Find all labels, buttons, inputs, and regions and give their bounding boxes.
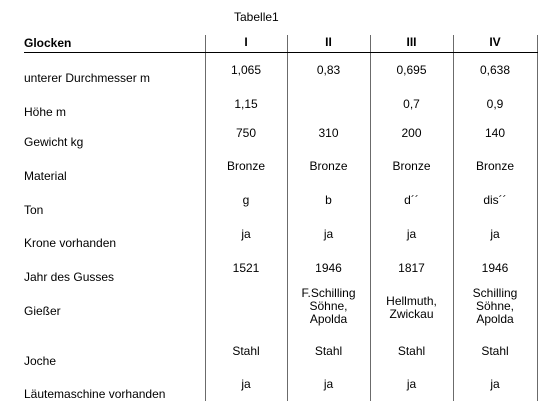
table-cell: 1,15 — [234, 97, 258, 111]
table-cell: 200 — [401, 126, 422, 140]
table-cell: ja — [490, 227, 500, 241]
header-col-3: III — [406, 35, 417, 49]
table-cell: 1946 — [315, 261, 342, 275]
row-label: Material — [24, 169, 67, 183]
table-cell: Stahl — [314, 344, 343, 358]
row-label: Gewicht kg — [24, 135, 84, 149]
row-label: Krone vorhanden — [24, 236, 117, 250]
header-col-2: II — [325, 35, 332, 49]
table-cell: Bronze — [309, 159, 348, 173]
row-label: Höhe m — [24, 105, 67, 119]
row-label: unterer Durchmesser m — [24, 71, 151, 85]
row-label: Ton — [24, 203, 44, 217]
table-cell: ja — [490, 377, 500, 391]
table-cell: Schilling Söhne, Apolda — [472, 286, 518, 326]
table-cell: 1817 — [398, 261, 425, 275]
table-cell: 1521 — [232, 261, 260, 275]
row-label: Gießer — [24, 304, 61, 318]
table-cell: 310 — [318, 126, 339, 140]
table-cell: 140 — [484, 126, 506, 140]
table-cell: Stahl — [397, 344, 426, 358]
bells-table — [0, 30, 547, 410]
table-cell: ja — [241, 377, 251, 391]
table-cell: d´´ — [404, 193, 419, 207]
table-cell: Bronze — [226, 159, 266, 173]
table-cell: ja — [323, 377, 334, 391]
table-cell: ja — [323, 227, 334, 241]
table-cell: g — [242, 193, 250, 207]
table-cell: 0,638 — [479, 63, 511, 77]
table-cell: Stahl — [481, 344, 509, 358]
table-cell: 0,83 — [316, 63, 341, 77]
table-cell: ja — [406, 227, 417, 241]
column-divider — [537, 35, 538, 401]
header-col-4: IV — [489, 35, 501, 49]
table-cell: b — [325, 193, 332, 207]
table-cell: 750 — [235, 126, 257, 140]
table-cell: Stahl — [232, 344, 260, 358]
table-cell: Hellmuth, Zwickau — [386, 294, 437, 321]
header-rule — [24, 52, 538, 53]
table-cell: dis´´ — [483, 193, 507, 207]
table-cell: ja — [406, 377, 417, 391]
table-cell: Bronze — [475, 159, 515, 173]
table-cell: ja — [241, 227, 251, 241]
table-cell: 1,065 — [230, 63, 262, 77]
table-caption: Tabelle1 — [234, 10, 279, 24]
row-label: Läutemaschine vorhanden — [24, 387, 166, 401]
header-label: Glocken — [24, 36, 72, 50]
table-cell: 0,695 — [396, 63, 427, 77]
table-cell: Bronze — [392, 159, 431, 173]
table-cell: 1946 — [481, 261, 509, 275]
table-cell: F.Schilling Söhne, Apolda — [301, 286, 356, 326]
table-cell: 0,7 — [403, 97, 420, 111]
row-label: Jahr des Gusses — [24, 270, 115, 284]
header-col-1: I — [244, 35, 248, 49]
table-cell: 0,9 — [486, 97, 504, 111]
row-label: Joche — [24, 354, 57, 368]
